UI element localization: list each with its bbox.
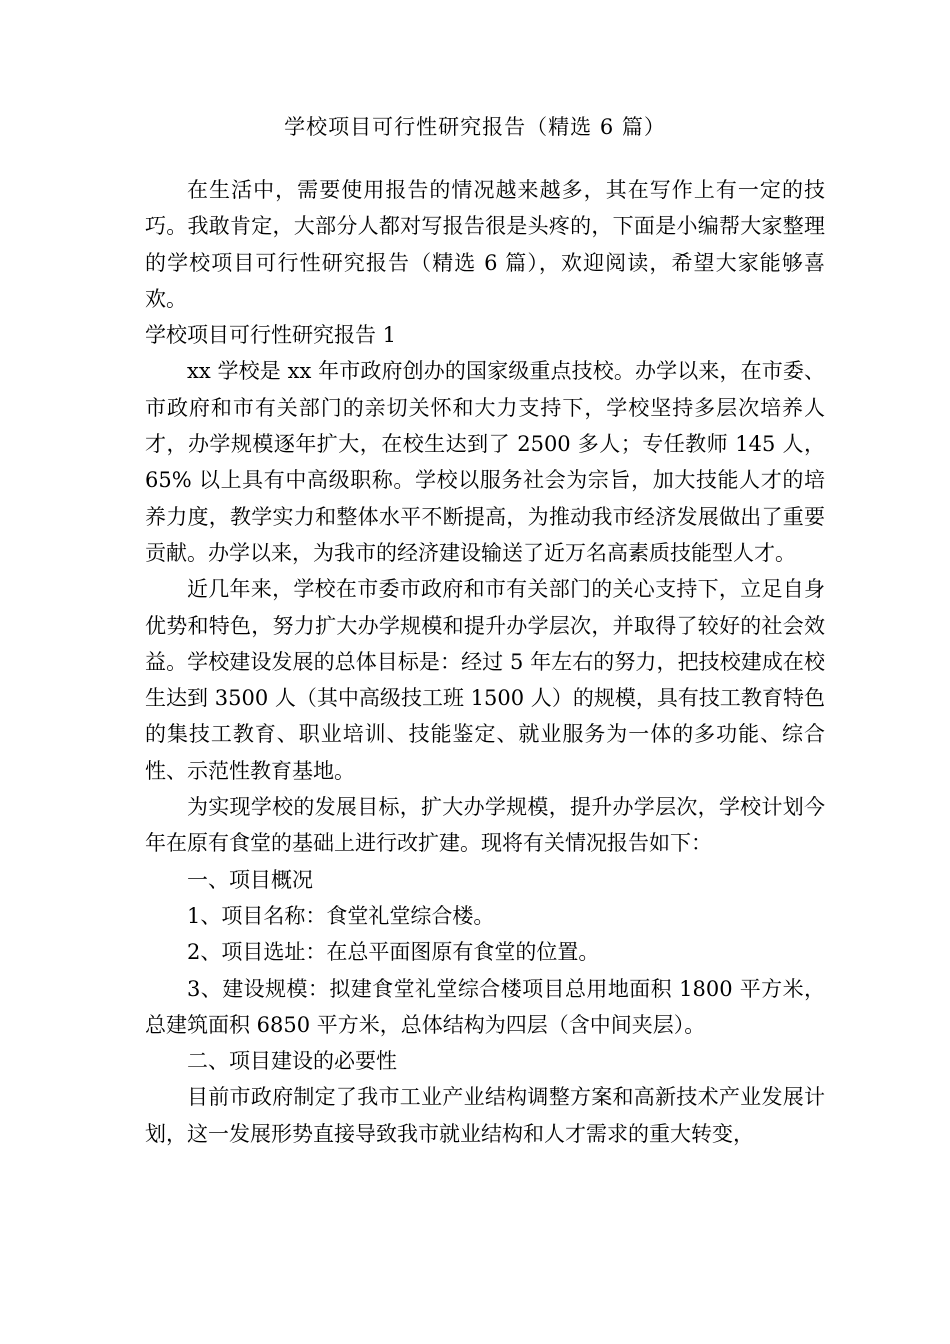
section-heading: 学校项目可行性研究报告 1 — [145, 323, 397, 348]
paragraph: 近几年来，学校在市委市政府和市有关部门的关心支持下，立足自身优势和特色，努力扩大办学规模和提升办学层次，并取得了较好的社会效益。学校建设发展的总体目标是：经过 5 年左右的努力，把技校建成在校生达到 3500 人（其中高级技工班 1500 人）的规模，具有技工教育特色的集技工教育、职业培训、技能鉴定、就业服务为一体的多功能、综合性、示范性教育基地。 — [145, 577, 825, 783]
paragraph: 为实现学校的发展目标，扩大办学规模，提升办学层次，学校计划今年在原有食堂的基础上进行改扩建。现将有关情况报告如下： — [145, 795, 825, 856]
paragraph: 在生活中，需要使用报告的情况越来越多，其在写作上有一定的技巧。我敢肯定，大部分人都对写报告很是头疼的，下面是小编帮大家整理的学校项目可行性研究报告（精选 6 篇），欢迎阅读，希望大家能够喜欢。 — [145, 178, 825, 311]
list-item: 2、项目选址：在总平面图原有食堂的位置。 — [187, 940, 600, 965]
section-heading: 二、项目建设的必要性 — [187, 1049, 397, 1074]
document-title: 学校项目可行性研究报告（精选 6 篇） — [284, 115, 666, 139]
document-body — [145, 172, 825, 1152]
paragraph: xx 学校是 xx 年市政府创办的国家级重点技校。办学以来，在市委、市政府和市有关部门的亲切关怀和大力支持下，学校坚持多层次培养人才，办学规模逐年扩大，在校生达到了 2500 多人；专任教师 145 人，65% 以上具有中高级职称。学校以服务社会为宗旨，加大技能人才的培养力度，教学实力和整体水平不断提高，为推动我市经济发展做出了重要贡献。办学以来，为我市的经济建设输送了近万名高素质技能型人才。 — [145, 359, 825, 565]
section-heading: 一、项目概况 — [187, 867, 313, 892]
list-item: 3、建设规模：拟建食堂礼堂综合楼项目总用地面积 1800 平方米，总建筑面积 6850 平方米，总体结构为四层（含中间夹层）。 — [145, 976, 825, 1037]
list-item: 1、项目名称：食堂礼堂综合楼。 — [187, 903, 495, 928]
paragraph: 目前市政府制定了我市工业产业结构调整方案和高新技术产业发展计划，这一发展形势直接导致我市就业结构和人才需求的重大转变， — [145, 1085, 825, 1146]
